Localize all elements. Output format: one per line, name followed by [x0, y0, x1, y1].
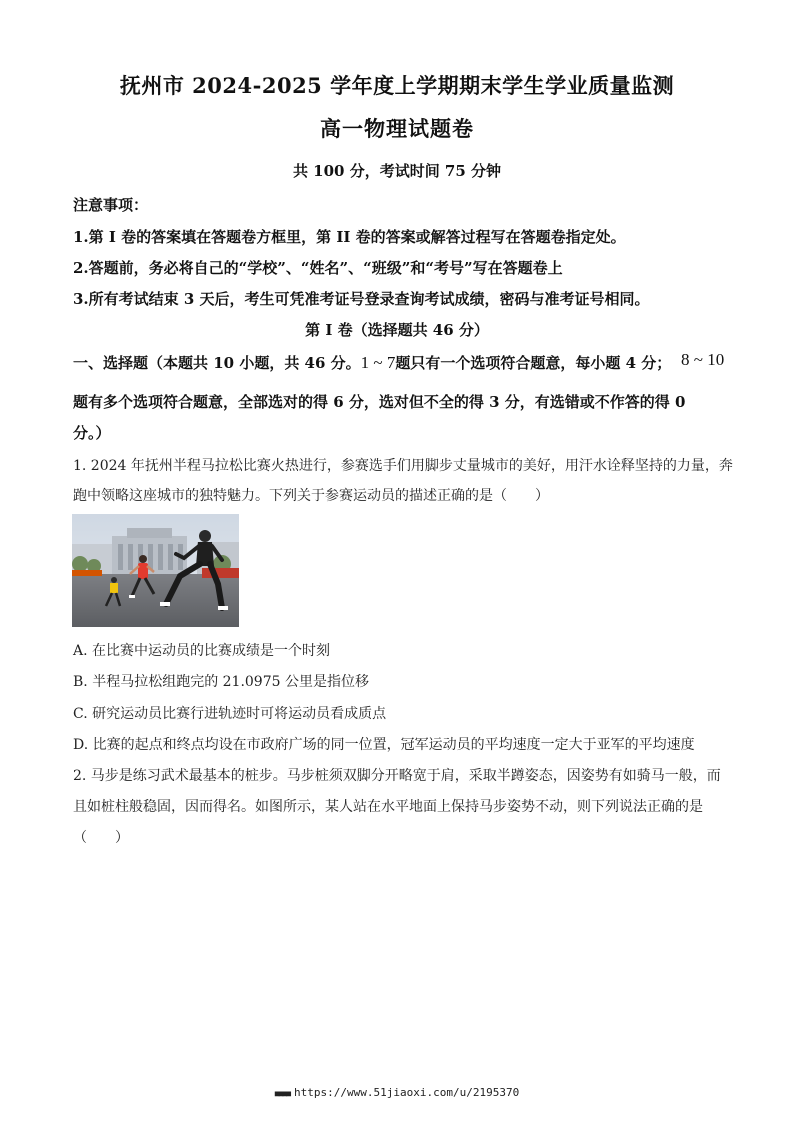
q2-stem-line1: 2. 马步是练习武术最基本的桩步。马步桩须双脚分开略宽于肩，采取半蹲姿态，因姿势有如骑马一般，而 — [73, 768, 721, 784]
instruction-part-b: 题只有一个选项符合题意，每小题 4 分； — [395, 354, 672, 372]
section-instruction-line2: 题有多个选项符合题意，全部选对的得 6 分，选对但不全的得 3 分，有选错或不作答的得 0 — [73, 393, 686, 411]
q2-stem-line3: （ ） — [73, 830, 129, 846]
note-item-2: 2.答题前，务必将自己的“学校”、“姓名”、“班级”和“考号”写在答题卷上 — [73, 259, 563, 277]
q1-option-d: D. 比赛的起点和终点均设在市政府广场的同一位置，冠军运动员的平均速度一定大于亚军的平均速度 — [73, 737, 695, 753]
notes-heading: 注意事项： — [73, 196, 149, 214]
exam-info: 共 100 分，考试时间 75 分钟 — [292, 162, 502, 180]
q1-option-a: A. 在比赛中运动员的比赛成绩是一个时刻 — [73, 643, 331, 659]
exam-title: 抚州市 2024-2025 学年度上学期期末学生学业质量监测 — [119, 73, 675, 98]
q2-stem-line2: 且如桩柱般稳固，因而得名。如图所示，某人站在水平地面上保持马步姿势不动，则下列说法正确的是 — [73, 799, 703, 815]
q1-option-b: B. 半程马拉松组跑完的 21.0975 公里是指位移 — [73, 674, 369, 690]
q1-stem-line1: 1. 2024 年抚州半程马拉松比赛火热进行，参赛选手们用脚步丈量城市的美好，用汗水诠释坚持的力量，奔 — [73, 458, 733, 474]
range-multi-choice: 8 ~ 10 — [681, 350, 725, 369]
q1-option-c: C. 研究运动员比赛行进轨迹时可将运动员看成质点 — [73, 706, 387, 722]
instruction-part-a: 一、选择题（本题共 10 小题，共 46 分。 — [73, 354, 361, 372]
range-single-choice: 1 ~ 7 — [360, 353, 396, 372]
section-instruction-line1 — [73, 352, 671, 373]
section-instruction-line3: 分。） — [73, 424, 111, 442]
footer-logo-icon: ■■■■ — [274, 1089, 291, 1098]
footer — [0, 1086, 794, 1099]
q1-stem-line2: 跑中领略这座城市的独特魅力。下列关于参赛运动员的描述正确的是（ ） — [73, 488, 549, 504]
footer-url[interactable]: https://www.51jiaoxi.com/u/2195370 — [294, 1086, 520, 1099]
note-item-1: 1.第 I 卷的答案填在答题卷方框里，第 II 卷的答案或解答过程写在答题卷指定处。 — [73, 228, 626, 246]
note-item-3: 3.所有考试结束 3 天后，考生可凭准考证号登录查询考试成绩，密码与准考证号相同。 — [73, 290, 650, 308]
marathon-runners-photo — [72, 514, 239, 627]
section-title: 第 I 卷（选择题共 46 分） — [305, 321, 489, 339]
exam-subtitle: 高一物理试题卷 — [320, 116, 474, 141]
